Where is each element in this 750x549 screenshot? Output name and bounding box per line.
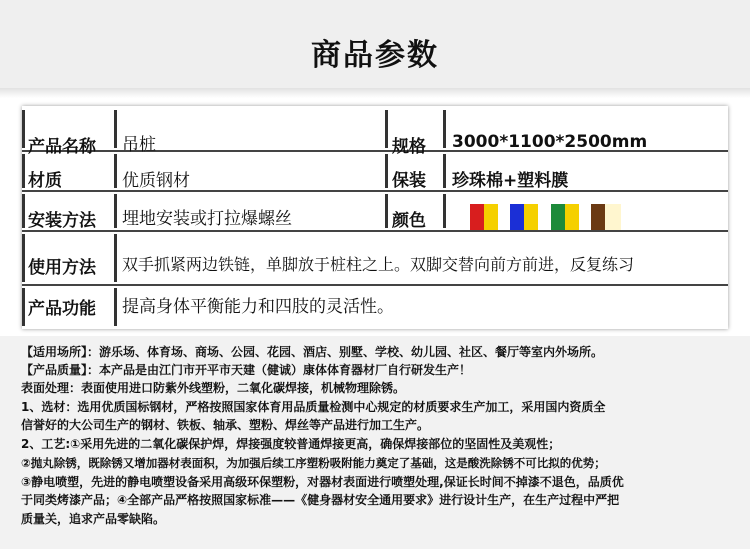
color-swatch-green: [551, 204, 565, 230]
color-swatch-yellow: [565, 204, 579, 230]
notes-line: ②抛丸除锈，既除锈又增加器材表面积，为加强后续工序塑粉吸附能力奠定了基础，这是酸洗除锈不可比拟的优势；: [21, 456, 606, 470]
product-name-label: 产品名称: [28, 137, 96, 157]
spec-vbar: [22, 288, 25, 326]
color-swatch-red: [470, 204, 484, 230]
usage-value: 双手抓紧两边铁链，单脚放于桩柱之上。双脚交替向前方前进，反复练习: [122, 255, 635, 274]
notes-line: 2、工艺:①采用先进的二氧化碳保护焊，焊接强度较普通焊接更高，确保焊接部位的坚固性及美观性；: [21, 437, 561, 451]
material-value: 优质钢材: [122, 171, 190, 191]
spec-vbar: [114, 234, 117, 282]
notes-line: ③静电喷塑，先进的静电喷塑设备采用高级环保塑粉，对器材表面进行喷塑处理,保证长时间不掉漆不退色，品质优: [21, 475, 624, 489]
function-value: 提高身体平衡能力和四肢的灵活性。: [122, 297, 394, 317]
spec-table: [22, 106, 728, 329]
packing-label: 保装: [392, 171, 426, 191]
product-notes: [0, 336, 750, 549]
install-value: 埋地安装或打拉爆螺丝: [122, 209, 292, 229]
spec-vbar: [443, 194, 446, 228]
spec-vbar: [22, 110, 25, 148]
notes-line: 【适用场所】：游乐场、体育场、商场、公园、花园、酒店、别墅、学校、幼儿园、社区、餐厅等室内外场所。: [21, 345, 604, 359]
size-value: 3000*1100*2500mm: [452, 132, 648, 152]
spec-vbar: [385, 154, 388, 188]
notes-line: 质量关，追求产品零缺陷。: [21, 512, 166, 526]
notes-line: 于同类烤漆产品；④全部产品严格按照国家标准——《健身器材安全通用要求》进行设计生产，在生产过程中严把: [21, 493, 620, 507]
spec-vbar: [114, 288, 117, 326]
page-title: 商品参数: [311, 38, 439, 73]
color-swatch-yellow: [484, 204, 498, 230]
notes-line: 1、选材：选用优质国标钢材，严格按照国家体育用品质量检测中心规定的材质要求生产加工，采用国内资质全: [21, 400, 606, 414]
packing-value: 珍珠棉+塑料膜: [452, 171, 569, 191]
header-shadow: [0, 88, 750, 98]
spec-vbar: [385, 194, 388, 228]
spec-vbar: [22, 194, 25, 228]
notes-line: 【产品质量】：本产品是由江门市开平市天建（健诚）康体体育器材厂自行研发生产！: [21, 363, 472, 377]
spec-vbar: [443, 110, 446, 148]
color-swatch-brown: [591, 204, 605, 230]
color-swatch-yellow: [524, 204, 538, 230]
color-swatch-blue: [510, 204, 524, 230]
spec-vbar: [22, 234, 25, 282]
header-banner: [0, 0, 750, 92]
color-swatch-cream: [605, 204, 621, 230]
spec-vbar: [114, 194, 117, 228]
function-label: 产品功能: [28, 299, 96, 319]
spec-vbar: [114, 110, 117, 148]
spec-vbar: [443, 154, 446, 188]
product-name-value: 吊桩: [122, 135, 156, 155]
spec-vbar: [22, 154, 25, 188]
notes-line: 表面处理：表面使用进口防紫外线塑粉，二氧化碳焊接，机械物理除锈。: [21, 381, 406, 395]
material-label: 材质: [28, 171, 62, 191]
size-label: 规格: [392, 137, 426, 157]
color-label: 颜色: [392, 211, 426, 231]
install-label: 安装方法: [28, 211, 96, 231]
spec-vbar: [385, 110, 388, 148]
spec-vbar: [114, 154, 117, 188]
notes-line: 信誉好的大公司生产的钢材、铁板、轴承、塑粉、焊丝等产品进行加工生产。: [21, 418, 430, 432]
usage-label: 使用方法: [28, 258, 96, 278]
